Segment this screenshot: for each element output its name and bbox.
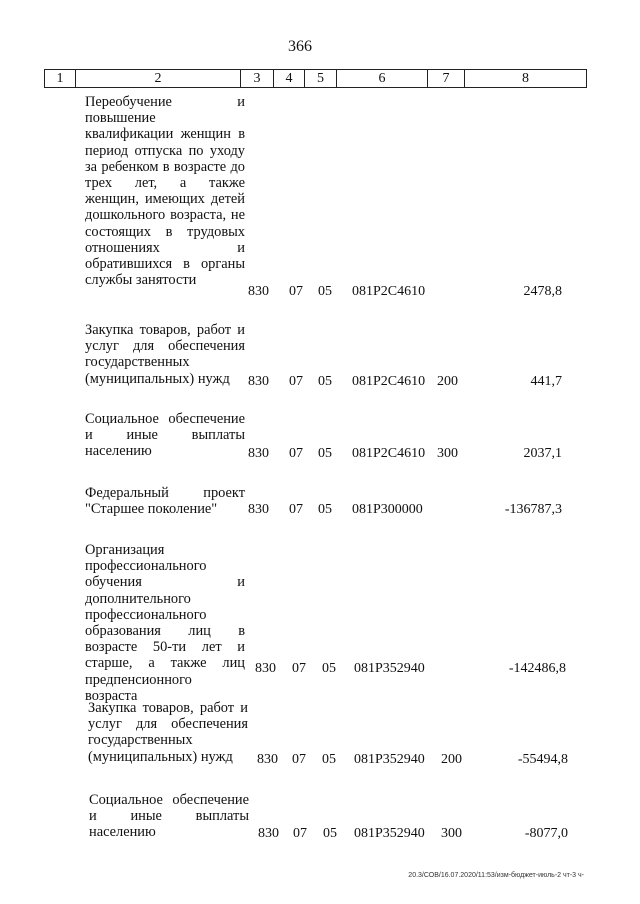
row-description: Закупка товаров, работ и услуг для обеспечения государственных (муниципальных) нужд (85, 322, 245, 387)
row-code-6: 081P2C4610 (352, 446, 426, 461)
row-code-3: 830 (248, 446, 269, 461)
row-description: Федеральный проект "Старшее поколение" (85, 485, 245, 518)
row-amount: 2478,8 (523, 284, 562, 299)
row-code-5: 05 (318, 374, 332, 389)
footer-stamp: 20.3/СОВ/16.07.2020/11:53/изм-бюджет-июль-2 чт-3 ч- (408, 872, 584, 879)
row-amount: 441,7 (530, 374, 562, 389)
row-code-4: 07 (289, 374, 303, 389)
header-col-5: 5 (305, 70, 337, 87)
row-amount: 2037,1 (523, 446, 562, 461)
row-description: Социальное обеспечение и иные выплаты населению (89, 792, 249, 841)
row-code-3: 830 (248, 502, 269, 517)
row-description: Организация профессионального обучения и дополнительного профессионального образования лиц в возрасте 50-ти лет и старше, а также лиц предпенсионного возраста (85, 542, 245, 704)
row-code-3: 830 (258, 826, 279, 841)
row-code-6: 081P352940 (354, 661, 425, 676)
header-col-2: 2 (76, 70, 241, 87)
row-code-5: 05 (318, 284, 332, 299)
row-amount: -8077,0 (524, 826, 568, 841)
row-code-4: 07 (293, 826, 307, 841)
row-amount: -142486,8 (508, 661, 566, 676)
row-code-7: 300 (441, 826, 462, 841)
row-code-4: 07 (289, 284, 303, 299)
row-code-3: 830 (257, 752, 278, 767)
header-col-3: 3 (241, 70, 274, 87)
row-code-3: 830 (248, 284, 269, 299)
table-header-row (44, 69, 587, 88)
header-col-1: 1 (45, 70, 76, 87)
row-code-7: 200 (441, 752, 462, 767)
header-col-6: 6 (337, 70, 428, 87)
page-number: 366 (288, 38, 312, 55)
row-code-6: 081P352940 (354, 752, 425, 767)
row-code-5: 05 (318, 502, 332, 517)
header-col-4: 4 (274, 70, 305, 87)
row-code-6: 081P300000 (352, 502, 423, 517)
row-description: Социальное обеспечение и иные выплаты населению (85, 411, 245, 460)
row-description: Переобучение и повышение квалификации женщин в период отпуска по уходу за ребенком в возрасте до трех лет, а также женщин, имеющих детей дошкольного возраста, не состоящих в трудовых отношениях и обратившихся в органы службы занятости (85, 94, 245, 289)
row-code-5: 05 (318, 446, 332, 461)
row-code-4: 07 (289, 502, 303, 517)
row-code-3: 830 (248, 374, 269, 389)
row-amount: -136787,3 (504, 502, 562, 517)
row-description: Закупка товаров, работ и услуг для обеспечения государственных (муниципальных) нужд (88, 700, 248, 765)
row-code-5: 05 (323, 826, 337, 841)
row-code-7: 200 (437, 374, 458, 389)
header-col-7: 7 (428, 70, 465, 87)
row-code-3: 830 (255, 661, 276, 676)
row-code-5: 05 (322, 661, 336, 676)
row-code-6: 081P2C4610 (352, 284, 426, 299)
row-code-6: 081P352940 (354, 826, 425, 841)
row-code-6: 081P2C4610 (352, 374, 426, 389)
row-code-4: 07 (292, 661, 306, 676)
header-col-8: 8 (522, 71, 529, 86)
row-amount: -55494,8 (517, 752, 568, 767)
row-code-4: 07 (292, 752, 306, 767)
row-code-4: 07 (289, 446, 303, 461)
row-code-7: 300 (437, 446, 458, 461)
row-code-5: 05 (322, 752, 336, 767)
